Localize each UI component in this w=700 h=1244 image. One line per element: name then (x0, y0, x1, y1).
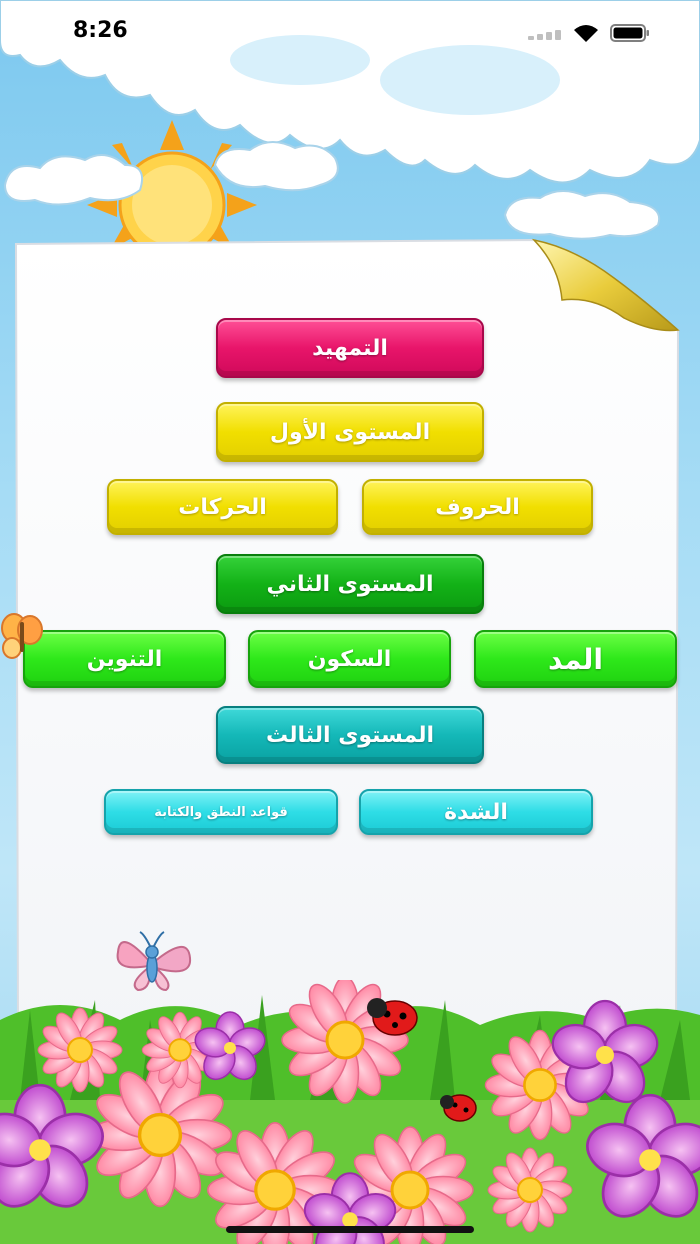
level1-button[interactable] (216, 402, 484, 462)
cartoon-butterfly-icon (110, 928, 196, 994)
letters-button-label: الحروف (435, 494, 520, 520)
tanween-button[interactable] (23, 630, 226, 688)
tanween-button-label: التنوين (86, 646, 163, 672)
level3-button[interactable] (216, 706, 484, 764)
cellular-signal-icon (528, 30, 562, 40)
rules-button-label: قواعد النطق والكتابة (154, 804, 288, 820)
status-time: 8:26 (73, 18, 128, 43)
intro-button[interactable] (216, 318, 484, 378)
sukun-button[interactable] (248, 630, 451, 688)
flower-garden (0, 980, 700, 1244)
vowels-button[interactable] (107, 479, 338, 535)
level1-button-label: المستوى الأول (269, 419, 431, 445)
sukun-button-label: السكون (307, 646, 392, 672)
status-bar (0, 0, 700, 66)
level3-button-label: المستوى الثالث (265, 722, 435, 748)
madd-button[interactable] (474, 630, 677, 688)
rules-button[interactable] (104, 789, 338, 835)
level2-button[interactable] (216, 554, 484, 614)
vowels-button-label: الحركات (178, 494, 267, 520)
madd-button-label: المد (547, 642, 604, 676)
shadda-button[interactable] (359, 789, 593, 835)
level2-button-label: المستوى الثاني (266, 571, 434, 597)
intro-button-label: التمهيد (312, 335, 388, 361)
butterfly-icon (0, 610, 50, 662)
letters-button[interactable] (362, 479, 593, 535)
battery-icon (610, 24, 650, 42)
wifi-icon (572, 22, 600, 44)
home-indicator[interactable] (226, 1226, 474, 1233)
shadda-button-label: الشدة (444, 799, 508, 825)
